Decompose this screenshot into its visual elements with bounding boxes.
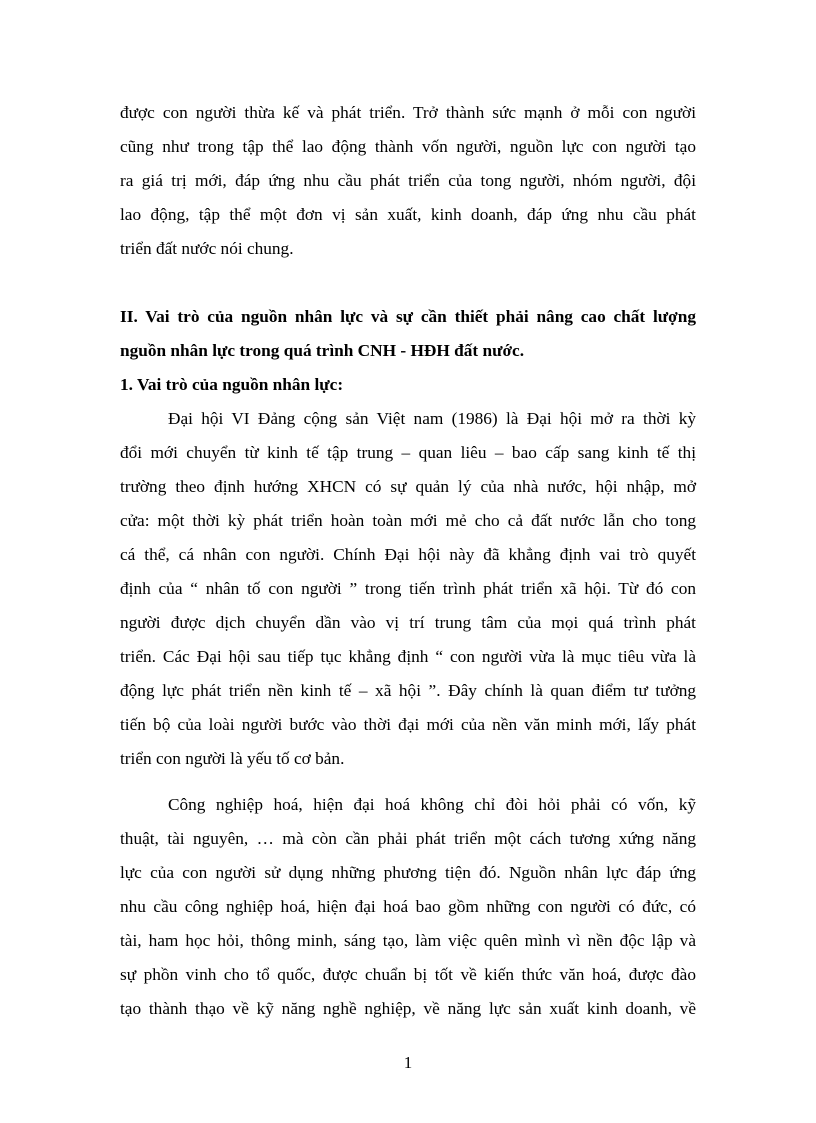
paragraph-line: nhu cầu công nghiệp hoá, hiện đại hoá bao gồm những con người có đức, có [120, 897, 696, 916]
paragraph-line: lao động, tập thể một đơn vị sản xuất, kinh doanh, đáp ứng nhu cầu phát [120, 205, 696, 224]
paragraph-line: triển đất nước nói chung. [120, 239, 294, 258]
paragraph-line: được con người thừa kế và phát triển. Trở thành sức mạnh ở mỗi con người [120, 103, 696, 122]
paragraph-line: đổi mới chuyển từ kinh tế tập trung – quan liêu – bao cấp sang kinh tế thị [120, 443, 696, 462]
subsection-heading [120, 368, 696, 402]
paragraph-line: Công nghiệp hoá, hiện đại hoá không chỉ đòi hỏi phải có vốn, kỹ [168, 795, 696, 814]
section-heading-line-2: nguồn nhân lực trong quá trình CNH - HĐH đất nước. [120, 341, 525, 360]
paragraph-line: định của “ nhân tố con người ” trong tiến trình phát triển xã hội. Từ đó con [120, 579, 696, 598]
paragraph-line: triển con người là yếu tố cơ bản. [120, 749, 345, 768]
section-heading [120, 300, 696, 368]
paragraph-line: tiến bộ của loài người bước vào thời đại mới của nền văn minh mới, lấy phát [120, 715, 696, 734]
spacer [120, 266, 696, 300]
paragraph-line: thuật, tài nguyên, … mà còn cần phải phát triển một cách tương xứng năng [120, 829, 696, 848]
document-page [120, 96, 696, 1026]
paragraph-line: lực của con người sử dụng những phương tiện đó. Nguồn nhân lực đáp ứng [120, 863, 696, 882]
paragraph-line: tài, ham học hỏi, thông minh, sáng tạo, làm việc quên mình vì nền độc lập và [120, 931, 696, 950]
spacer [120, 776, 696, 788]
paragraph-3 [120, 788, 696, 1026]
paragraph-line: ra giá trị mới, đáp ứng nhu cầu phát triển của tong người, nhóm người, đội [120, 171, 696, 190]
paragraph-line: trường theo định hướng XHCN có sự quản lý của nhà nước, hội nhập, mở [120, 477, 696, 496]
subsection-heading-text: 1. Vai trò của nguồn nhân lực: [120, 375, 344, 394]
paragraph-line: động lực phát triển nền kinh tế – xã hội ”. Đây chính là quan điểm tư tưởng [120, 681, 696, 700]
paragraph-2 [120, 402, 696, 776]
paragraph-line: cửa: một thời kỳ phát triển hoàn toàn mới mẻ cho cả đất nước lẫn cho tong [120, 511, 696, 530]
paragraph-line: triển. Các Đại hội sau tiếp tục khẳng định “ con người vừa là mục tiêu vừa là [120, 647, 696, 666]
page-number: 1 [403, 1053, 413, 1072]
paragraph-line: sự phồn vinh cho tổ quốc, được chuẩn bị tốt về kiến thức văn hoá, được đào [120, 965, 696, 984]
paragraph-line: Đại hội VI Đảng cộng sản Việt nam (1986) là Đại hội mở ra thời kỳ [168, 409, 696, 428]
paragraph-1 [120, 96, 696, 266]
paragraph-line: cá thể, cá nhân con người. Chính Đại hội này đã khẳng định vai trò quyết [120, 545, 696, 564]
paragraph-line: người được dịch chuyển dần vào vị trí trung tâm của mọi quá trình phát [120, 613, 696, 632]
section-heading-line-1: II. Vai trò của nguồn nhân lực và sự cần thiết phải nâng cao chất lượng [120, 307, 696, 326]
paragraph-line: tạo thành thạo về kỹ năng nghề nghiệp, về năng lực sản xuất kinh doanh, về [120, 999, 696, 1018]
paragraph-line: cũng như trong tập thể lao động thành vốn người, nguồn lực con người tạo [120, 137, 696, 156]
